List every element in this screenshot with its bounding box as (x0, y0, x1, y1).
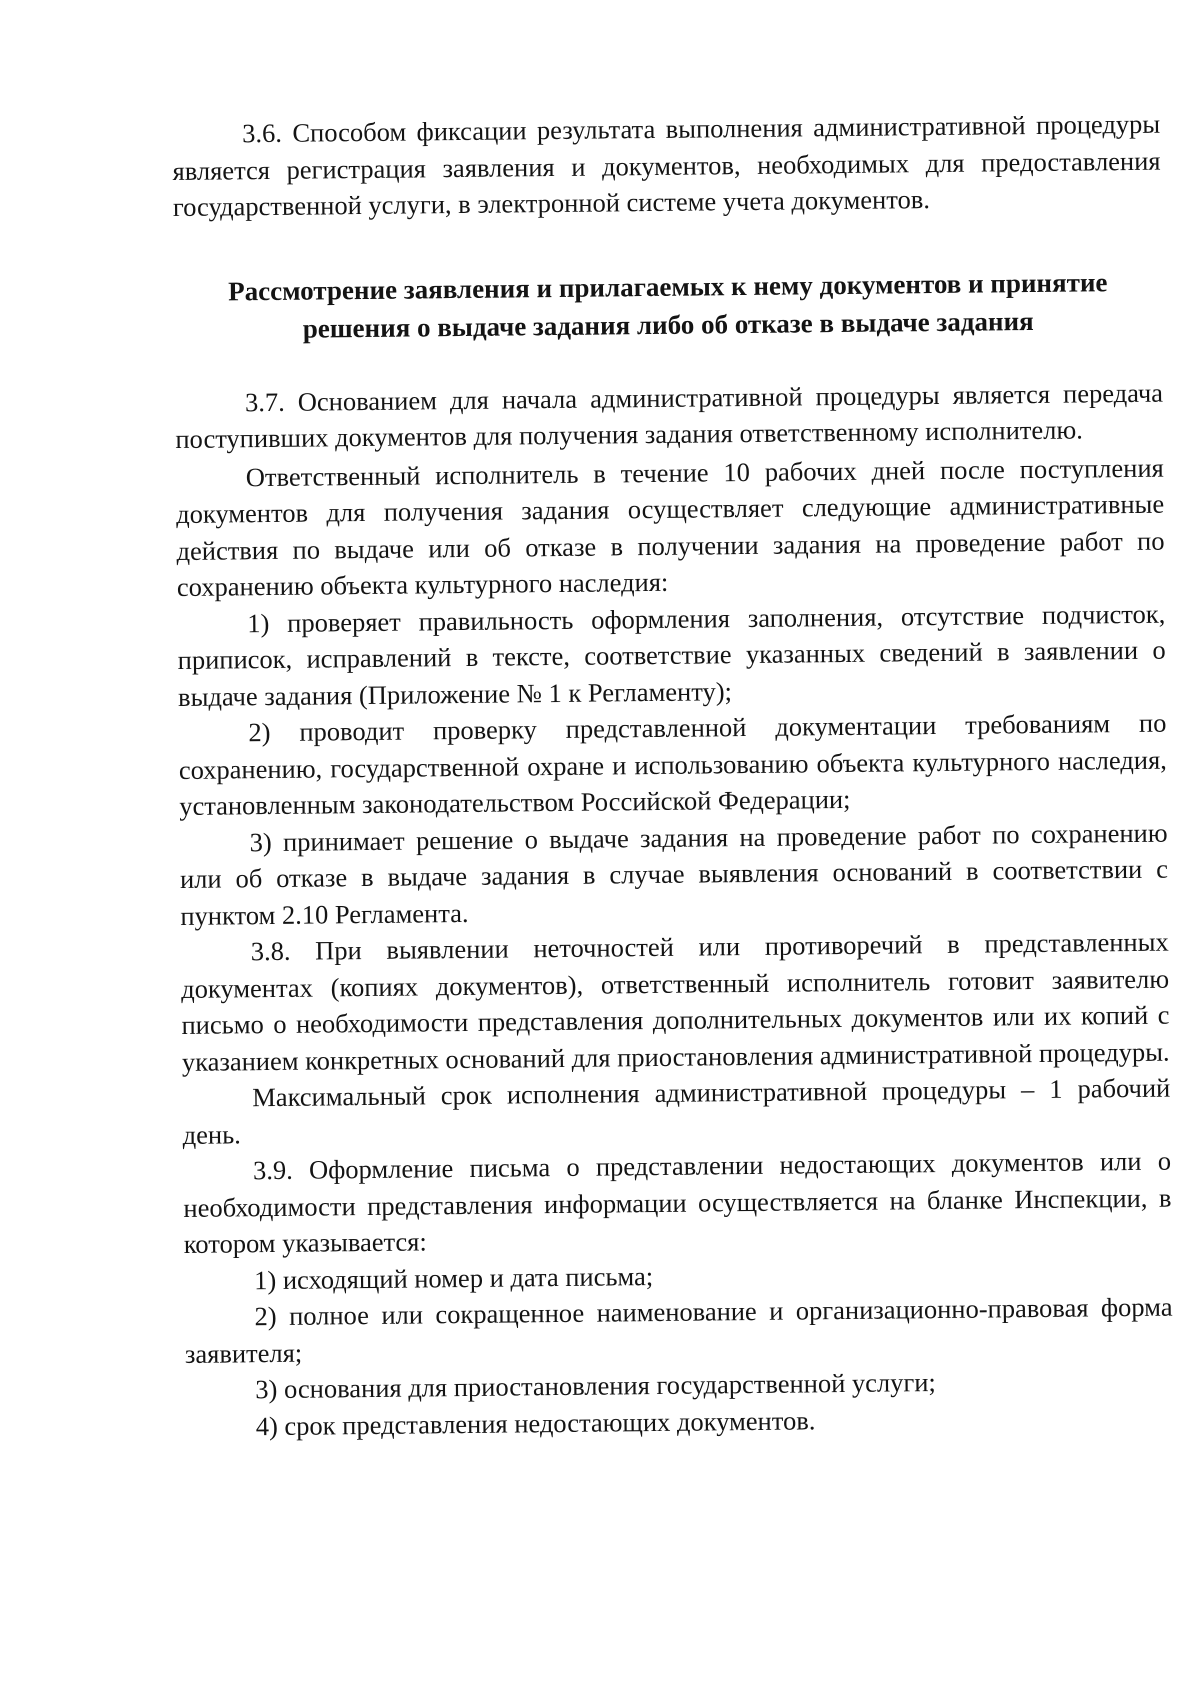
paragraph-3-7: 3.7. Основанием для начала административной процедуры является передача поступивших документов для получения задания ответственному исполнителю. (175, 377, 1164, 454)
paragraph-3-7-item-2: 2) проводит проверку представленной документации требованиям по сохранению, государственной охране и использованию объекта культурного наследия, установленным законодательством Российской Федерации; (178, 707, 1167, 821)
paragraph-3-8-deadline: Максимальный срок исполнения административной процедуры – 1 рабочий день. (182, 1072, 1171, 1150)
paragraph-3-7-item-1: 1) проверяет правильность оформления заполнения, отсутствие подчисток, приписок, исправлений в тексте, соответствие указанных сведений в заявлении о выдаче задания (Приложение № 1 к Регламенту); (177, 598, 1166, 712)
document-body (172, 106, 1174, 1445)
paragraph-3-9-item-2: 2) полное или сокращенное наименование и организационно-правовая форма заявителя; (184, 1291, 1173, 1369)
paragraph-3-9-item-1: 1) исходящий номер и дата письма; (254, 1260, 654, 1295)
paragraph-3-9-item-3: 3) основания для приостановления государственной услуги; (255, 1367, 936, 1405)
paragraph-3-7-item-3: 3) принимает решение о выдаче задания на проведение работ по сохранению или об отказе в выдаче задания в случае выявления оснований в соответствии с пунктом 2.10 Регламента. (179, 817, 1169, 931)
section-heading: Рассмотрение заявления и прилагаемых к нему документов и принятие решения о выдаче задания либо об отказе в выдаче задания (228, 266, 1108, 344)
paragraph-3-8: 3.8. При выявлении неточностей или противоречий в представленных документах (копиях документов), ответственный исполнитель готовит заявителю письмо о необходимости представления дополнительных документов или их копий с указанием конкретных оснований для приостановления административной процедуры. (180, 926, 1170, 1077)
paragraph-3-7-responsible: Ответственный исполнитель в течение 10 рабочих дней после поступления документов для получения задания осуществляет следующие административные действия по выдаче или об отказе в получении задания на проведение работ по сохранению объекта культурного наследия: (176, 452, 1165, 602)
paragraph-3-9: 3.9. Оформление письма о представлении недостающих документов или о необходимости представления информации осуществляется на бланке Инспекции, в котором указывается: (183, 1145, 1172, 1259)
paragraph-3-9-item-4: 4) срок представления недостающих документов. (255, 1404, 816, 1441)
paragraph-3-6: 3.6. Способом фиксации результата выполнения административной процедуры является регистрация заявления и документов, необходимых для предоставления государственной услуги, в электронной системе учета документов. (172, 108, 1161, 222)
